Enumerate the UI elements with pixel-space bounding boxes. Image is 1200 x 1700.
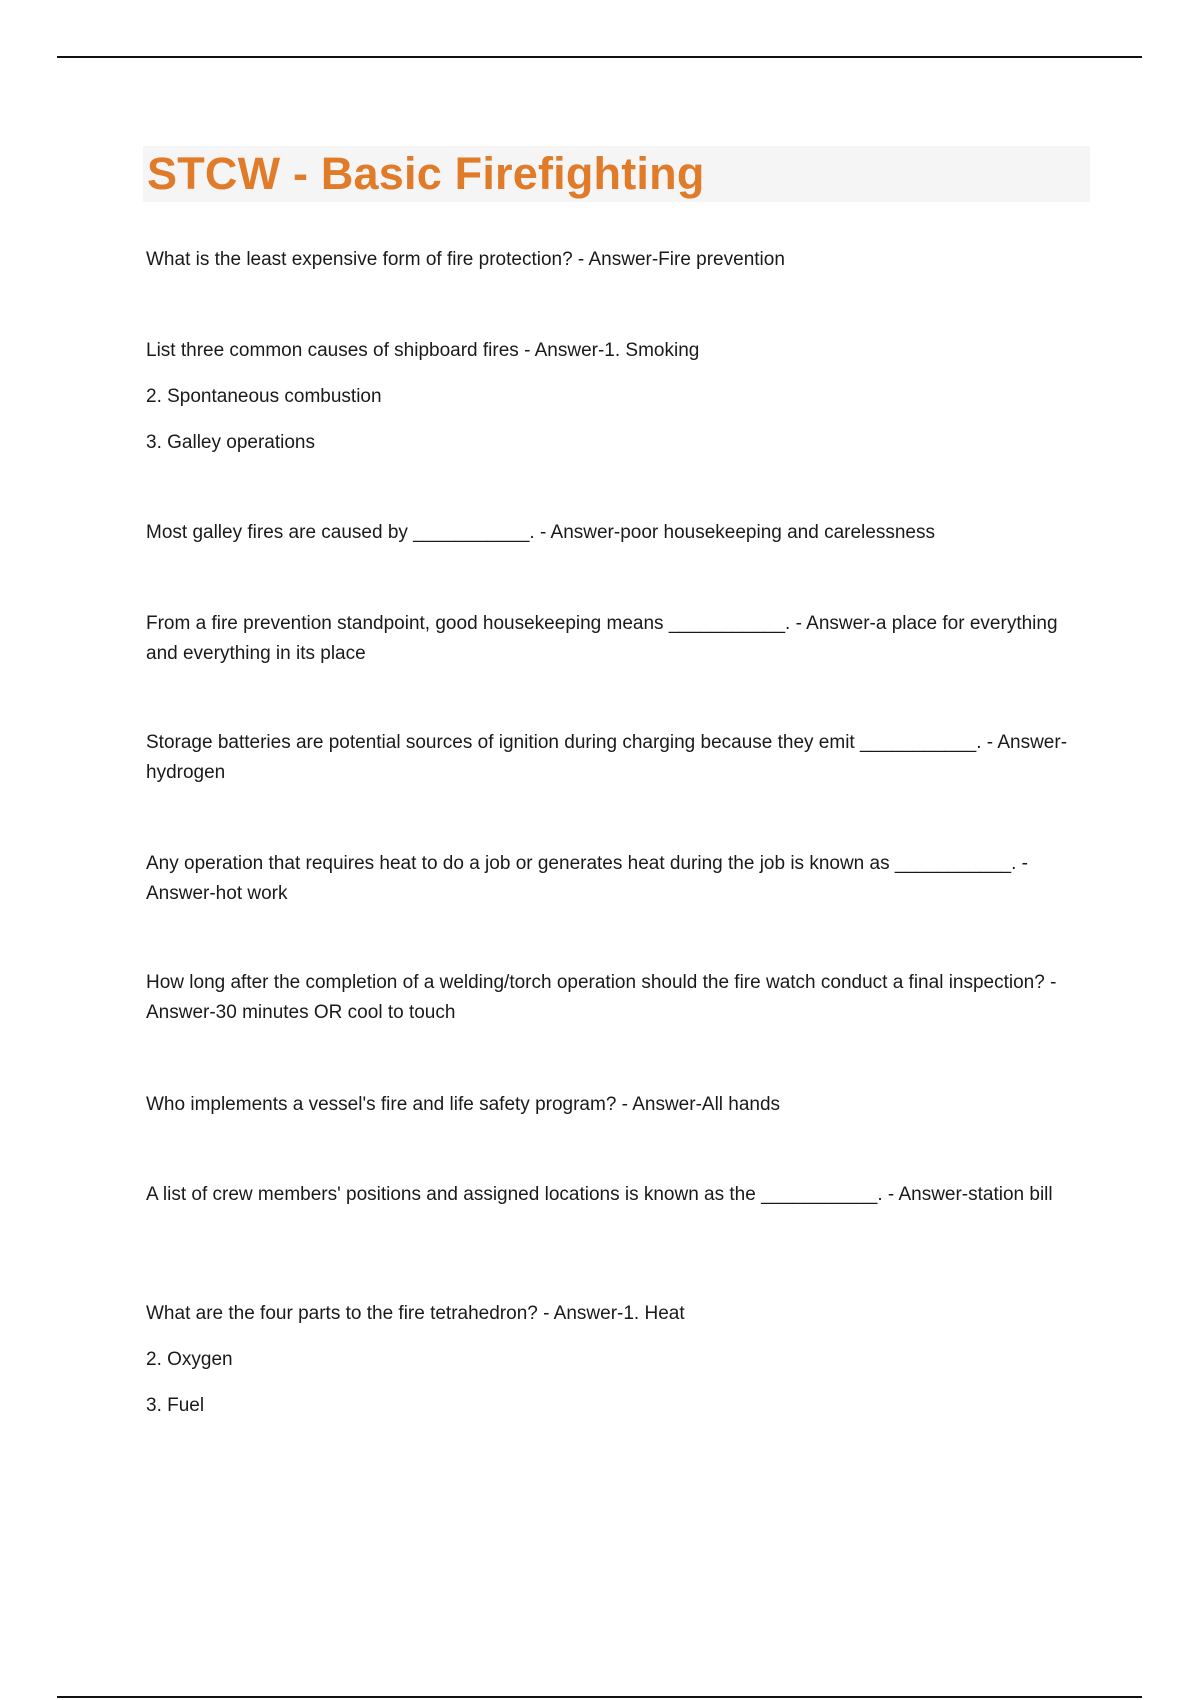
top-rule	[57, 56, 1142, 58]
qa-text: What are the four parts to the fire tetrahedron? - Answer-1. Heat	[146, 1303, 685, 1324]
qa-extra-line: 2. Oxygen	[146, 1349, 233, 1370]
qa-item-4	[146, 609, 1086, 669]
bottom-rule	[57, 1696, 1142, 1698]
qa-extra-line: 2. Spontaneous combustion	[146, 386, 382, 407]
qa-item-3	[146, 518, 1086, 548]
qa-text: A list of crew members' positions and assigned locations is known as the ___________. - Answer-station bill	[146, 1184, 1053, 1205]
qa-item-7	[146, 968, 1086, 1028]
qa-text: Who implements a vessel's fire and life safety program? - Answer-All hands	[146, 1094, 781, 1115]
qa-item-5	[146, 728, 1086, 788]
qa-text: Any operation that requires heat to do a job or generates heat during the job is known as ___________. - Answer-hot work	[146, 853, 1028, 904]
qa-text: What is the least expensive form of fire protection? - Answer-Fire prevention	[146, 249, 785, 270]
qa-text: How long after the completion of a welding/torch operation should the fire watch conduct a final inspection? - Answer-30 minutes OR cool to touch	[146, 972, 1057, 1023]
qa-item-8	[146, 1090, 1086, 1120]
qa-text: Storage batteries are potential sources of ignition during charging because they emit ___________. - Answer-hydrogen	[146, 732, 1068, 783]
qa-extra-line: 3. Galley operations	[146, 432, 315, 453]
qa-text: List three common causes of shipboard fires - Answer-1. Smoking	[146, 340, 700, 361]
qa-text: Most galley fires are caused by ___________. - Answer-poor housekeeping and carelessness	[146, 522, 935, 543]
qa-item-1	[146, 245, 1086, 275]
qa-text: From a fire prevention standpoint, good housekeeping means ___________. - Answer-a place for everything and everything in its place	[146, 613, 1058, 664]
qa-item-9	[146, 1180, 1086, 1210]
qa-item-2	[146, 336, 1086, 458]
qa-extra-line: 3. Fuel	[146, 1395, 205, 1416]
qa-item-6	[146, 849, 1086, 909]
page-title: STCW - Basic Firefighting	[147, 148, 705, 199]
qa-item-10	[146, 1299, 1086, 1421]
